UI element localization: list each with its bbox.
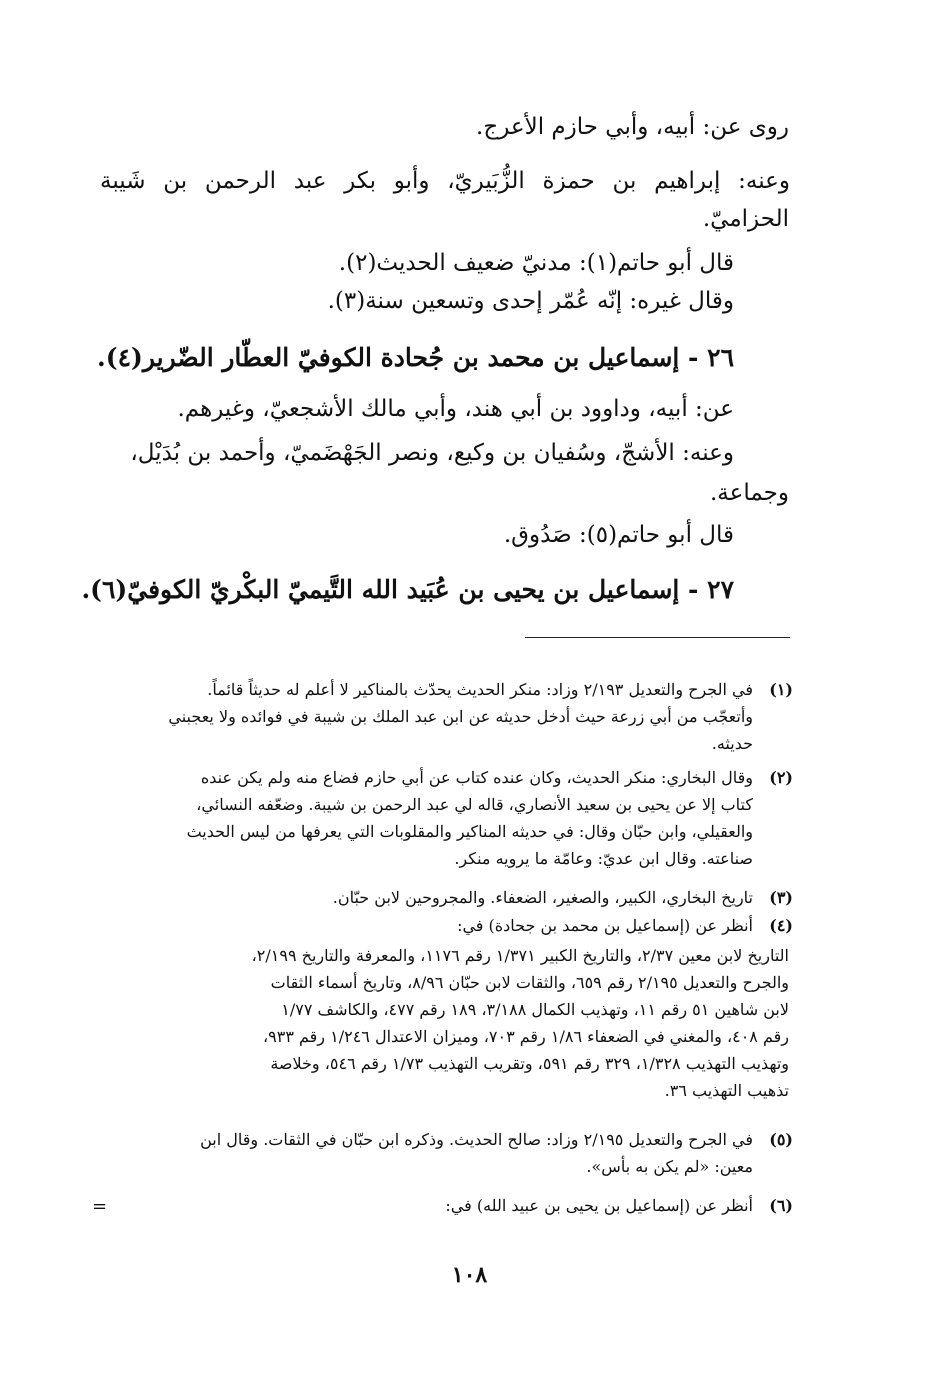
- entry-26-heading: ٢٦ - إسماعيل بن محمد بن جُحادة الكوفيّ العطّار الضّرير(٤).: [97, 343, 734, 372]
- footnote-line: لابن شاهين ٥١ رقم ١١، وتهذيب الكمال ٣/١٨٨، ١٨٩ رقم ٤٧٧، والكاشف ١/٧٧: [281, 1000, 789, 1019]
- footnote-number: (٥): [769, 1130, 793, 1149]
- footnote-line: في الجرح والتعديل ٢/١٩٥ وزاد: صالح الحديث. وذكره ابن حبّان في الثقات. وقال ابن: [200, 1130, 753, 1149]
- continuation-mark: =: [92, 1196, 108, 1217]
- page-number: ١٠٨: [451, 1262, 488, 1288]
- footnote-line: كتاب إلا عن يحيى بن سعيد الأنصاري، قاله لي عبد الرحمن بن شيبة. وضعّفه النسائي،: [196, 795, 753, 814]
- footnote-number: (٢): [769, 768, 793, 787]
- footnote-line: والعقيلي، وابن حبّان وقال: في حديثه المناكير والمقلوبات التي يعرفها من ليس الحديث: [186, 822, 753, 841]
- footnote-line: صناعته. وقال ابن عديّ: وعامّة ما يرويه منكر.: [454, 849, 753, 868]
- footnote-number: (٤): [769, 916, 793, 935]
- footnote-line: تذهيب التهذيب ٣٦.: [664, 1081, 789, 1100]
- footnote-5: [103, 1126, 793, 1180]
- footnote-line: أنظر عن (إسماعيل بن محمد بن جحادة) في:: [457, 916, 753, 935]
- footnote-6: [103, 1192, 793, 1219]
- footnote-line: في الجرح والتعديل ٢/١٩٣ وزاد: منكر الحديث يحدّث بالمناكير لا أعلم له حديثاً قائماً.: [207, 680, 753, 699]
- footnote-line: وأتعجّب من أبي زرعة حيث أدخل حديثه عن ابن عبد الملك بن شيبة في فوائده ولا يعجبني: [168, 707, 753, 726]
- footnote-4-sources: [99, 942, 789, 1104]
- footnote-1: [103, 676, 793, 757]
- entry-26-narrated-by-continued: وجماعة.: [710, 480, 789, 506]
- abu-hatim-opinion: قال أبو حاتم(١): مدنيّ ضعيف الحديث(٢).: [338, 250, 734, 276]
- footnote-2: [103, 764, 793, 872]
- footnote-separator: [525, 637, 790, 638]
- entry-26-narrated-by: وعنه: الأشجّ، وسُفيان بن وكيع، ونصر الجَهْضَميّ، وأحمد بن بُدَيْل،: [130, 440, 734, 466]
- other-opinion: وقال غيره: إنّه عُمّر إحدى وتسعين سنة(٣).: [327, 288, 734, 314]
- narrated-by-line-continued: الحزاميّ.: [702, 206, 789, 232]
- footnote-line: معين: «لم يكن به بأس».: [586, 1157, 753, 1176]
- footnote-number: (١): [769, 680, 793, 699]
- footnote-4: [103, 912, 793, 939]
- footnote-line: وقال البخاري: منكر الحديث، وكان عنده كتاب عن أبي حازم فضاع منه ولم يكن عنده: [200, 768, 753, 787]
- footnote-line: تاريخ البخاري، الكبير، والصغير، الضعفاء. والمجروحين لابن حبّان.: [332, 888, 753, 907]
- narrated-from-line: روى عن: أبيه، وأبي حازم الأعرج.: [476, 114, 789, 140]
- entry-26-narrated-from: عن: أبيه، وداوود بن أبي هند، وأبي مالك الأشجعيّ، وغيرهم.: [177, 396, 734, 422]
- footnote-number: (٣): [769, 888, 793, 907]
- footnote-3: [103, 884, 793, 911]
- narrated-by-line: وعنه: إبراهيم بن حمزة الزُّبَيريّ، وأبو بكر عبد الرحمن بن شَيبة: [100, 168, 790, 194]
- footnote-line: حديثه.: [711, 734, 753, 753]
- entry-26-abu-hatim-opinion: قال أبو حاتم(٥): صَدُوق.: [503, 522, 734, 548]
- entry-27-heading: ٢٧ - إسماعيل بن يحيى بن عُبَيد الله التَّيميّ البكْريّ الكوفيّ(٦).: [81, 575, 734, 604]
- footnote-line: أنظر عن (إسماعيل بن يحيى بن عبيد الله) في:: [445, 1196, 753, 1215]
- footnote-line: التاريخ لابن معين ٢/٣٧، والتاريخ الكبير ١/٣٧١ رقم ١١٧٦، والمعرفة والتاريخ ٢/١٩٩،: [251, 946, 789, 965]
- footnote-line: وتهذيب التهذيب ١/٣٢٨، ٣٢٩ رقم ٥٩١، وتقريب التهذيب ١/٧٣ رقم ٥٤٦، وخلاصة: [270, 1054, 789, 1073]
- footnote-line: والجرح والتعديل ٢/١٩٥ رقم ٦٥٩، والثقات لابن حبّان ٨/٩٦، وتاريخ أسماء الثقات: [270, 973, 789, 992]
- footnote-number: (٦): [769, 1196, 793, 1215]
- footnote-line: رقم ٤٠٨، والمغني في الضعفاء ١/٨٦ رقم ٧٠٣، وميزان الاعتدال ١/٢٤٦ رقم ٩٣٣،: [262, 1027, 789, 1046]
